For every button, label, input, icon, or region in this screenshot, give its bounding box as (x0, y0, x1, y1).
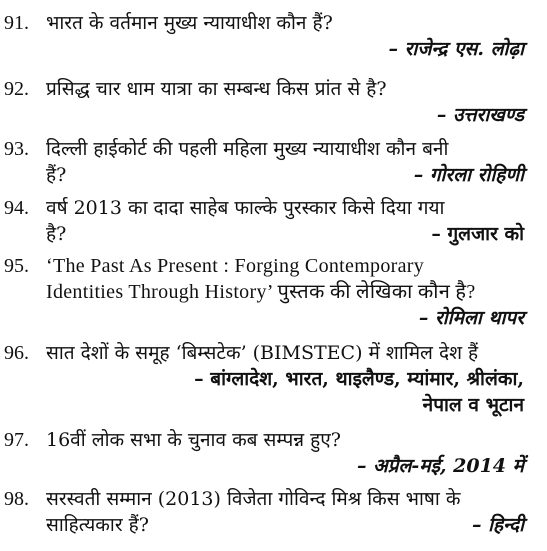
question-number: 97. (4, 429, 29, 451)
question-text-cont (46, 162, 530, 188)
question-text: 16वीं लोक सभा के चुनाव कब सम्पन्न हुए? (46, 429, 341, 451)
answer-text: – उत्तराखण्ड (436, 104, 524, 126)
question-item (0, 136, 530, 188)
question-number: 95. (4, 255, 29, 277)
question-text-cont (46, 512, 530, 538)
answer-text: – गुलजार को (431, 223, 524, 245)
question-text: दिल्ली हाईकोर्ट की पहली महिला मुख्य न्यायाधीश कौन बनी (46, 138, 449, 160)
question-text: वर्ष 2013 का दादा साहेब फाल्के पुरस्कार किसे दिया गया (46, 197, 445, 219)
question-item (0, 195, 530, 247)
question-item (0, 76, 530, 128)
question-number: 96. (4, 342, 29, 364)
question-item (0, 253, 530, 331)
answer-text: – राजेन्द्र एस. लोढ़ा (388, 38, 524, 60)
question-text: प्रसिद्ध चार धाम यात्रा का सम्बन्ध किस प्रांत से है? (46, 78, 387, 100)
answer-text: – हिन्दी (471, 514, 524, 536)
question-number: 93. (4, 138, 29, 160)
question-text: सात देशों के समूह ‘बिम्सटेक’ (BIMSTEC) में शामिल देश हैं (46, 342, 479, 364)
question-item (0, 340, 530, 418)
question-text: ‘The Past As Present : Forging Contemporary (46, 255, 425, 277)
question-item (0, 10, 530, 62)
question-text-line2: Identities Through History’ पुस्तक की लेखिका कौन है? (46, 281, 476, 303)
question-text-line2: है? (46, 223, 67, 245)
question-number: 91. (4, 12, 29, 34)
question-text-line2: हैं? (46, 164, 67, 186)
question-text: भारत के वर्तमान मुख्य न्यायाधीश कौन हैं? (46, 12, 333, 34)
answer-text-line2: नेपाल व भूटान (422, 394, 524, 416)
question-text-cont (46, 221, 530, 247)
question-number: 92. (4, 78, 29, 100)
question-number: 94. (4, 197, 29, 219)
question-text-line2: साहित्यकार हैं? (46, 514, 149, 536)
answer-text: – गोरला रोहिणी (413, 164, 524, 186)
question-item (0, 486, 530, 538)
answer-text: – अप्रैल-मई, 2014 में (357, 455, 524, 477)
question-text: सरस्वती सम्मान (2013) विजेता गोविन्द मिश्र किस भाषा के (46, 488, 461, 510)
answer-text: – बांग्लादेश, भारत, थाइलैण्ड, म्यांमार, श्रीलंका, (194, 368, 524, 390)
question-number: 98. (4, 488, 29, 510)
answer-text: – रोमिला थापर (418, 307, 524, 329)
question-item (0, 427, 530, 479)
